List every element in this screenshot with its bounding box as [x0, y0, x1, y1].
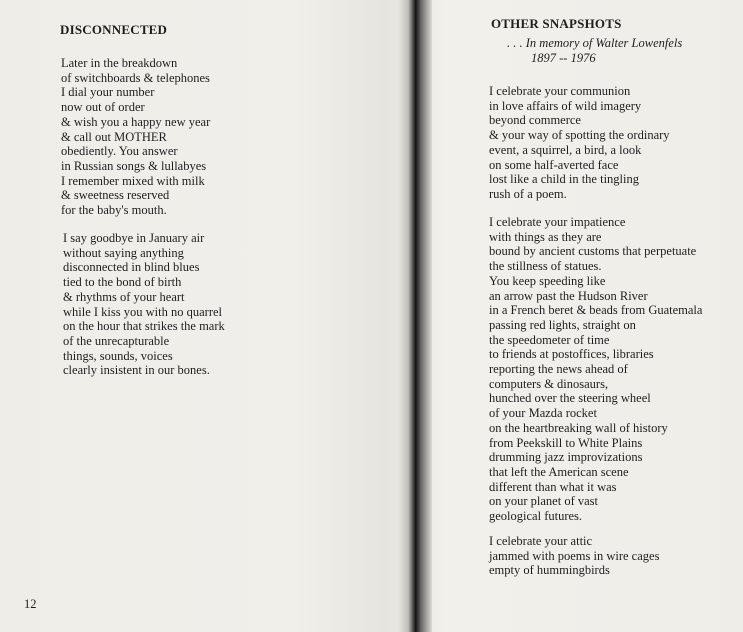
poem-line: while I kiss you with no quarrel [63, 304, 223, 319]
poem-line: in a French beret & beads from Guatemala [489, 303, 703, 318]
poem-line: on some half-averted face [489, 157, 619, 172]
poem-line: Later in the breakdown [61, 56, 178, 70]
poem-line: with things as they are [489, 229, 602, 244]
poem-line: beyond commerce [489, 113, 581, 128]
poem-line: without saying anything [63, 245, 184, 260]
poem-line: geological futures. [489, 509, 583, 524]
poem-line: tied to the bond of birth [63, 275, 182, 290]
poem-title-disconnected: DISCONNECTED [60, 22, 168, 37]
poem-line: & rhythms of your heart [63, 289, 185, 304]
poem-line: & call out MOTHER [61, 129, 167, 144]
poem-line: I remember mixed with milk [61, 173, 205, 188]
poem-line: to friends at postoffices, libraries [489, 347, 654, 362]
poem-line: in love affairs of wild imagery [489, 98, 642, 113]
stanza [489, 215, 702, 524]
poem-line: obediently. You answer [61, 144, 178, 159]
poem-line: now out of order [61, 100, 145, 115]
poem-line: drumming jazz improvizations [489, 450, 643, 465]
poem-line: of switchboards & telephones [61, 70, 210, 85]
poem-title-other-snapshots: OTHER SNAPSHOTS [491, 16, 622, 31]
poem-line: that left the American scene [489, 464, 629, 479]
poem-line: I celebrate your impatience [489, 215, 626, 229]
poem-line: hunched over the steering wheel [489, 391, 651, 406]
poem-line: I celebrate your attic [489, 534, 593, 548]
poem-line: on the hour that strikes the mark [63, 319, 225, 334]
poem-line: empty of hummingbirds [489, 563, 610, 578]
poem-line: of your Mazda rocket [489, 406, 597, 421]
poem-line: I celebrate your communion [489, 84, 631, 98]
poem-line: I say goodbye in January air [63, 231, 205, 245]
poem-line: & wish you a happy new year [61, 114, 211, 129]
stanza [61, 56, 210, 218]
poem-line: the speedometer of time [489, 332, 610, 347]
poem-line: passing red lights, straight on [489, 317, 636, 332]
poem-line: & your way of spotting the ordinary [489, 128, 670, 143]
poem-line: on your planet of vast [489, 494, 599, 509]
stanza [63, 231, 225, 378]
dedication-dates: 1897 -- 1976 [531, 51, 596, 65]
stanza [489, 534, 659, 578]
poem-line: different than what it was [489, 479, 617, 494]
poem-line: rush of a poem. [489, 186, 567, 201]
poem-line: in Russian songs & lullabyes [61, 158, 207, 173]
poem-line: You keep speeding like [489, 273, 606, 288]
right-page [425, 0, 743, 632]
poem-line: on the heartbreaking wall of history [489, 420, 668, 435]
poem-line: reporting the news ahead of [489, 362, 628, 377]
poem-line: bound by ancient customs that perpetuate [489, 244, 697, 259]
poem-line: jammed with poems in wire cages [489, 548, 660, 563]
poem-line: disconnected in blind blues [63, 260, 200, 275]
dedication [507, 36, 682, 66]
poem-line: of the unrecapturable [63, 333, 170, 348]
poem-line: from Peekskill to White Plains [489, 435, 643, 450]
poem-line: for the baby's mouth. [61, 203, 167, 218]
poem-line: lost like a child in the tingling [489, 172, 639, 187]
poem-line: computers & dinosaurs, [489, 376, 609, 391]
poem-line: the stillness of statues. [489, 259, 602, 274]
poem-line: event, a squirrel, a bird, a look [489, 142, 642, 157]
stanza [489, 84, 670, 202]
poem-line: things, sounds, voices [63, 348, 173, 363]
poem-line: clearly insistent in our bones. [63, 363, 210, 378]
poem-line: & sweetness reserved [61, 188, 170, 203]
page-number: 12 [24, 597, 37, 611]
dedication-line: . . . In memory of Walter Lowenfels [507, 36, 683, 50]
poem-line: I dial your number [61, 85, 155, 100]
poem-line: an arrow past the Hudson River [489, 288, 648, 303]
